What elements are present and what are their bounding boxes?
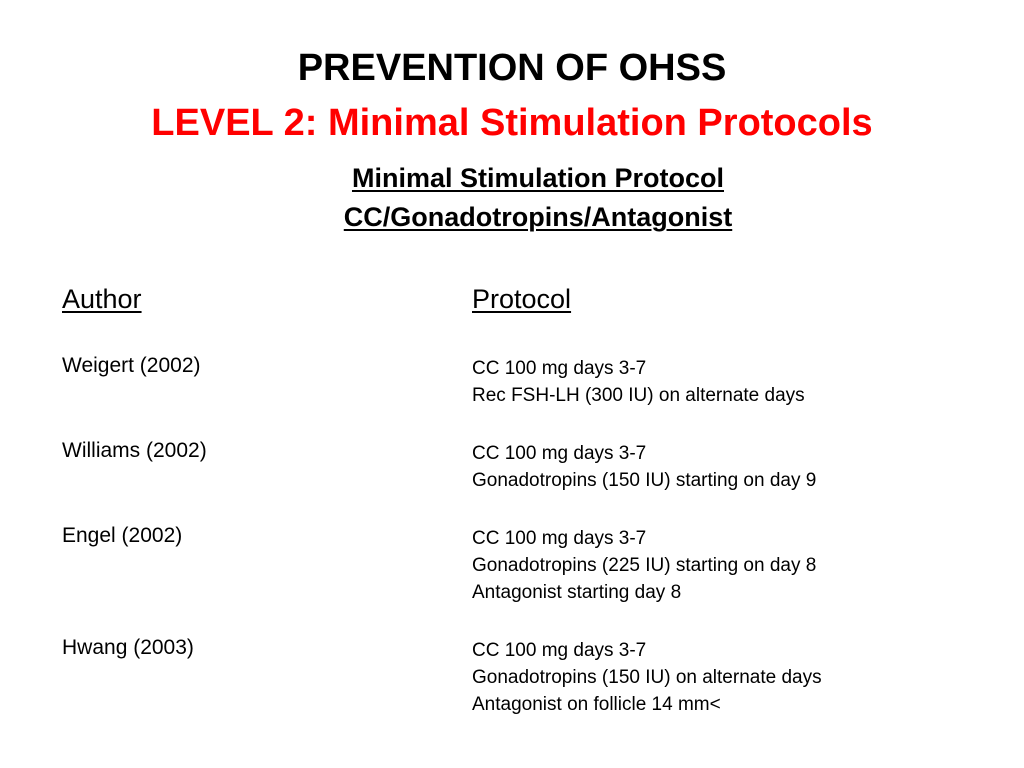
column-header-protocol: Protocol [472,284,572,314]
protocol-cell [472,440,816,494]
section-heading-protocol: Minimal Stimulation Protocol [351,163,724,193]
protocol-line: Rec FSH-LH (300 IU) on alternate days [472,385,805,406]
author-cell: Hwang (2003) [62,636,194,659]
protocol-cell [472,525,816,606]
protocol-line: Gonadotropins (150 IU) starting on day 9 [472,470,817,491]
protocol-line: Antagonist on follicle 14 mm< [472,694,721,715]
protocol-cell [472,637,822,718]
author-cell: Weigert (2002) [62,354,201,377]
column-header-author: Author [62,284,142,314]
protocol-line: Gonadotropins (225 IU) starting on day 8 [472,555,817,576]
protocol-cell [472,355,805,409]
author-cell: Engel (2002) [62,524,183,547]
protocol-line: Gonadotropins (150 IU) on alternate days [472,667,822,688]
section-heading-agents: CC/Gonadotropins/Antagonist [343,202,733,232]
protocol-line: Antagonist starting day 8 [472,582,682,603]
protocol-line: CC 100 mg days 3-7 [472,640,647,661]
slide-subtitle-level: LEVEL 2: Minimal Stimulation Protocols [151,102,873,144]
protocol-line: CC 100 mg days 3-7 [472,358,647,379]
author-cell: Williams (2002) [62,439,207,462]
protocol-line: CC 100 mg days 3-7 [472,528,647,549]
protocol-line: CC 100 mg days 3-7 [472,443,647,464]
slide-title: PREVENTION OF OHSS [297,47,727,89]
